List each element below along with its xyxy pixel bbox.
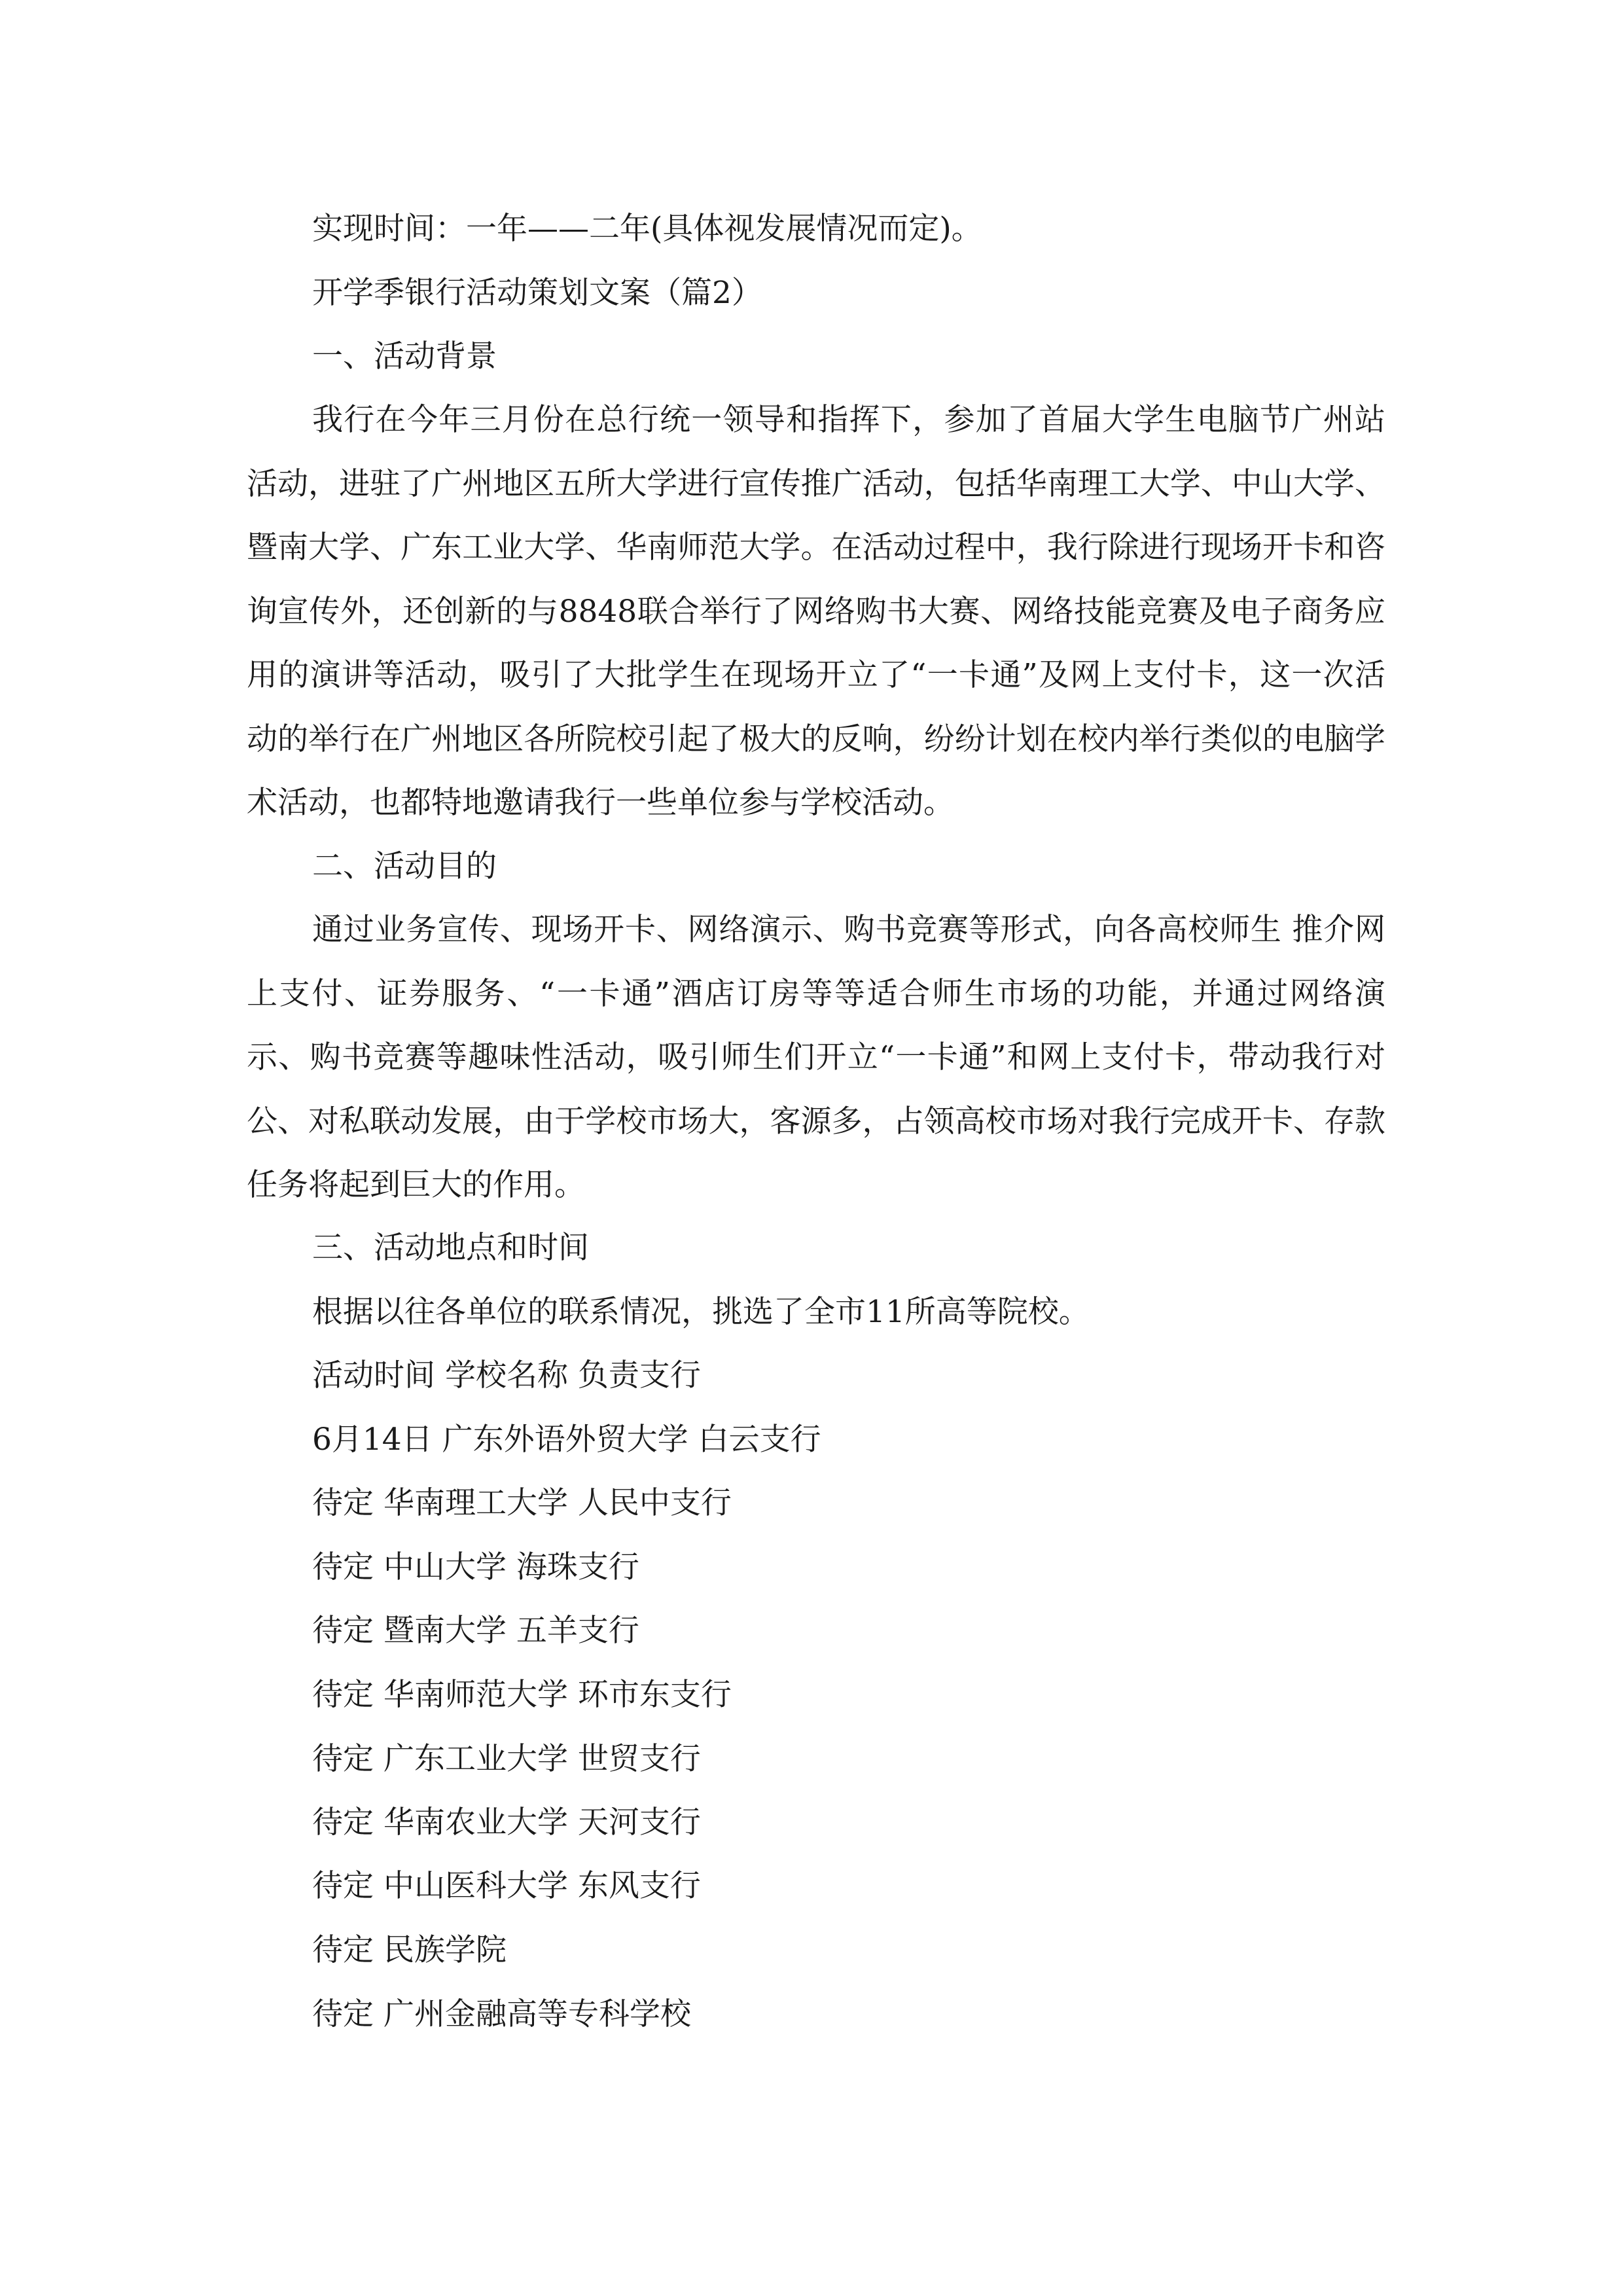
- schedule-row: 待定 广州金融高等专科学校: [312, 1996, 691, 2032]
- schedule-row: 待定 华南农业大学 天河支行: [312, 1804, 701, 1840]
- timeframe-line: 实现时间：一年——二年(具体视发展情况而定)。: [312, 211, 982, 247]
- heading-purpose: 二、活动目的: [312, 848, 497, 884]
- schedule-row: 待定 中山大学 海珠支行: [312, 1549, 639, 1585]
- heading-background: 一、活动背景: [312, 338, 497, 374]
- schedule-row: 待定 民族学院: [312, 1932, 507, 1968]
- schedule-row: 待定 华南师范大学 环市东支行: [312, 1677, 732, 1713]
- heading-location-time: 三、活动地点和时间: [312, 1230, 589, 1266]
- schedule-row: 待定 华南理工大学 人民中支行: [312, 1485, 732, 1521]
- section-title: 开学季银行活动策划文案（篇2）: [312, 275, 762, 311]
- selection-line: 根据以往各单位的联系情况，挑选了全市11所高等院校。: [312, 1294, 1090, 1330]
- paragraph-purpose: 通过业务宣传、现场开卡、网络演示、购书竞赛等形式，向各高校师生 推介网上支付、证券服务、“一卡通”酒店订房等等适合师生市场的功能，并通过网络演示、购书竞赛等趣味性活动，吸引师生们开立“一卡通”和网上支付卡，带动我行对公、对私联动发展，由于学校市场大，客源多，占领高校市场对我行完成开卡、存款任务将起到巨大的作用。: [247, 912, 1385, 1203]
- schedule-row: 待定 中山医科大学 东风支行: [312, 1868, 701, 1904]
- paragraph-background: 我行在今年三月份在总行统一领导和指挥下，参加了首届大学生电脑节广州站活动，进驻了广州地区五所大学进行宣传推广活动，包括华南理工大学、中山大学、暨南大学、广东工业大学、华南师范大学。在活动过程中，我行除进行现场开卡和咨询宣传外，还创新的与8848联合举行了网络购书大赛、网络技能竞赛及电子商务应用的演讲等活动，吸引了大批学生在现场开立了“一卡通”及网上支付卡，这一次活动的举行在广州地区各所院校引起了极大的反响，纷纷计划在校内举行类似的电脑学术活动，也都特地邀请我行一些单位参与学校活动。: [247, 402, 1385, 821]
- schedule-row: 待定 广东工业大学 世贸支行: [312, 1741, 701, 1777]
- schedule-header: 活动时间 学校名称 负责支行: [312, 1357, 701, 1393]
- schedule-row: 待定 暨南大学 五羊支行: [312, 1613, 639, 1649]
- schedule-row: 6月14日 广东外语外贸大学 白云支行: [312, 1422, 821, 1458]
